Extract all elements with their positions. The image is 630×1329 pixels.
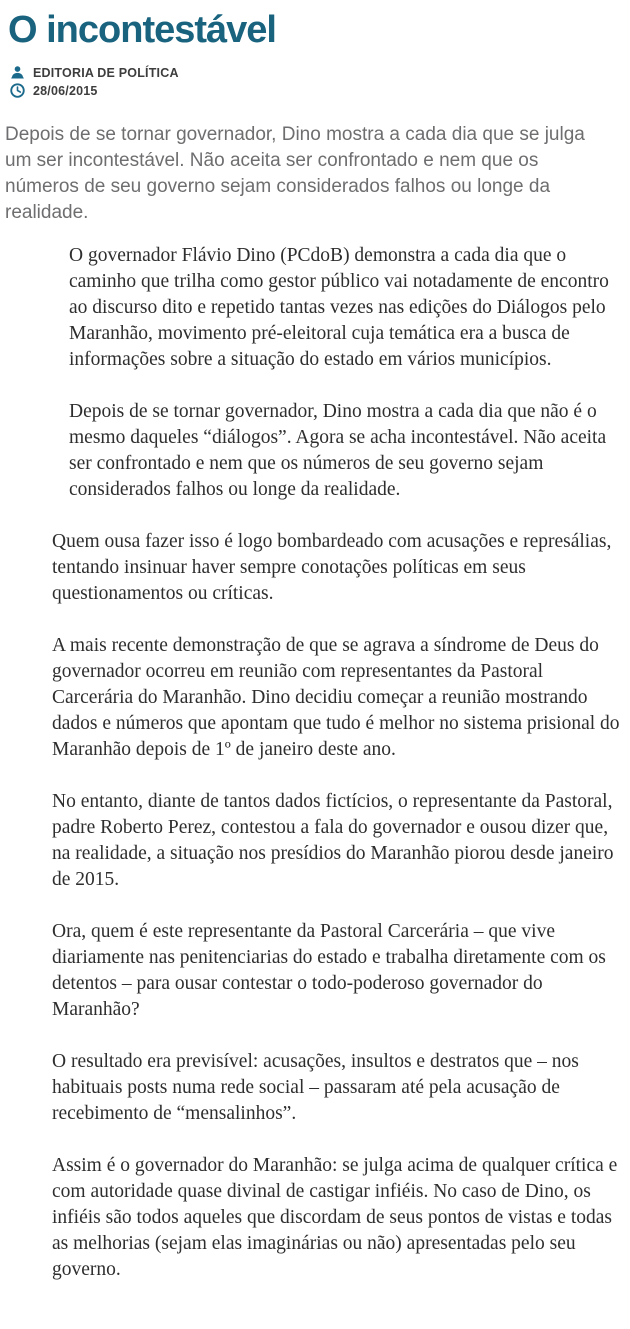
byline-row bbox=[10, 64, 625, 81]
quote-paragraph: Depois de se tornar governador, Dino mostra a cada dia que não é o mesmo daqueles “diálogos”. Agora se acha incontestável. Não aceita ser confrontado e nem que os números de seu governo sejam considerados falhos ou longe da realidade. bbox=[69, 401, 607, 500]
quote-paragraph: O governador Flávio Dino (PCdoB) demonstra a cada dia que o caminho que trilha como gestor público vai notadamente de encontro ao discurso dito e repetido tantas vezes nas edições do Diálogos pelo Maranhão, movimento pré-eleitoral cuja temática era a busca de informações sobre a situação do estado em vários municípios. bbox=[69, 245, 609, 370]
body-paragraph: A mais recente demonstração de que se agrava a síndrome de Deus do governador ocorreu em reunião com representantes da Pastoral Carcerária do Maranhão. Dino decidiu começar a reunião mostrando dados e números que apontam que tudo é melhor no sistema prisional do Maranhão depois de 1º de janeiro deste ano. bbox=[52, 635, 620, 760]
byline: EDITORIA DE POLÍTICA bbox=[33, 65, 179, 80]
page-title: O incontestável bbox=[8, 9, 276, 51]
clock-icon bbox=[10, 83, 25, 98]
body-paragraph: Quem ousa fazer isso é logo bombardeado com acusações e represálias, tentando insinuar haver sempre conotações políticas em seus questionamentos ou críticas. bbox=[52, 531, 612, 604]
date-row bbox=[10, 82, 625, 99]
lead-paragraph: Depois de se tornar governador, Dino mostra a cada dia que se julga um ser incontestável. Não aceita ser confrontado e nem que os números de seu governo sejam considerados falhos ou longe da realidade. bbox=[5, 124, 585, 223]
article-body bbox=[5, 243, 625, 1283]
article bbox=[5, 8, 625, 1283]
body-paragraph: O resultado era previsível: acusações, insultos e destratos que – nos habituais posts numa rede social – passaram até pela acusação de recebimento de “mensalinhos”. bbox=[52, 1051, 579, 1124]
quote-block bbox=[52, 243, 623, 503]
article-meta bbox=[10, 64, 625, 99]
body-paragraph: Assim é o governador do Maranhão: se julga acima de qualquer crítica e com autoridade quase divinal de castigar infiéis. No caso de Dino, os infiéis são todos aqueles que discordam de seus pontos de vistas e todas as melhorias (sejam elas imaginárias ou não) apresentadas pelo seu governo. bbox=[52, 1155, 618, 1280]
publish-date: 28/06/2015 bbox=[33, 83, 98, 98]
body-paragraph: Ora, quem é este representante da Pastoral Carcerária – que vive diariamente nas penitenciarias do estado e trabalha diretamente com os detentos – para ousar contestar o todo-poderoso governador do Maranhão? bbox=[52, 921, 606, 1020]
person-icon bbox=[10, 65, 25, 80]
body-paragraph: No entanto, diante de tantos dados fictícios, o representante da Pastoral, padre Roberto Perez, contestou a fala do governador e ousou dizer que, na realidade, a situação nos presídios do Maranhão piorou desde janeiro de 2015. bbox=[52, 791, 614, 890]
